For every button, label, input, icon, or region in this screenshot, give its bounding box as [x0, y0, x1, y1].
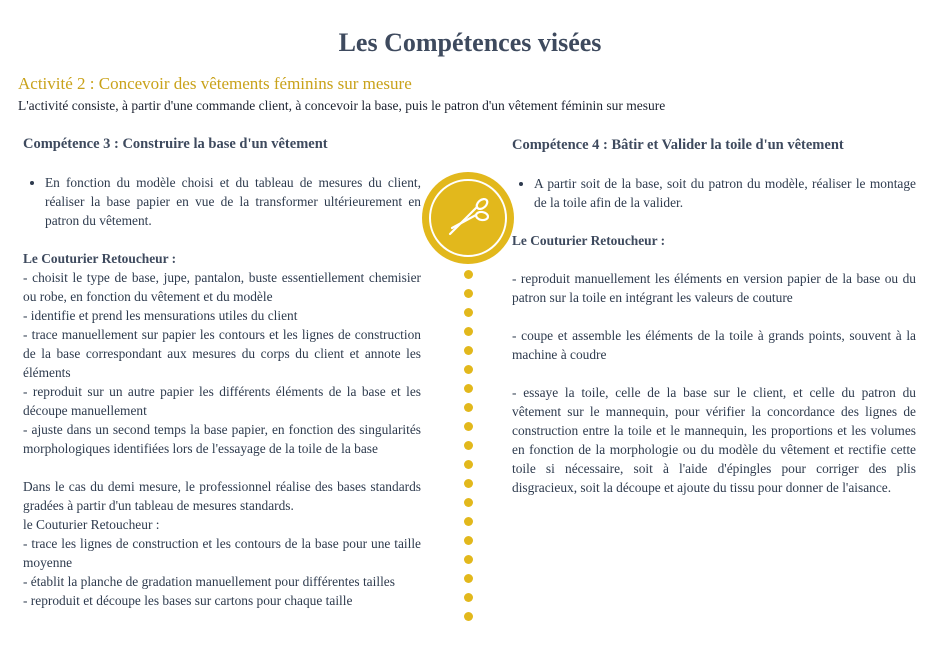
competence-4-column	[512, 136, 916, 497]
timeline-dot	[464, 517, 473, 526]
task-item: - identifie et prend les mensurations utiles du client	[23, 308, 298, 323]
timeline-dot	[464, 270, 473, 279]
task-item: - essaye la toile, celle de la base sur le client, et celle du patron du vêtement sur le mannequin, pour vérifier la concordance des lignes de construction entre la toile et le mannequin, les proportions et les volumes en fonction de la morphologie ou du modèle du vêtement et rectifie cette toile si nécessaire, soit à l'aide d'épingles pour corriger des plis disgracieux, soit la découpe et ajoute du tissu pour donner de l'aisance.	[512, 385, 916, 495]
timeline-dot	[464, 422, 473, 431]
scissors-emblem	[422, 172, 514, 264]
scissors-icon	[444, 194, 492, 242]
role-label: Le Couturier Retoucheur :	[23, 251, 177, 266]
timeline-dot	[464, 612, 473, 621]
timeline-dot	[464, 327, 473, 336]
timeline-dot	[464, 384, 473, 393]
competence-4-heading: Compétence 4 : Bâtir et Valider la toile d'un vêtement	[512, 137, 844, 153]
competence-3-heading: Compétence 3 : Construire la base d'un vêtement	[23, 136, 328, 152]
task-item: - ajuste dans un second temps la base papier, en fonction des singularités morphologiques identifiées lors de l'essayage de la toile de la base	[23, 422, 421, 456]
timeline-dot	[464, 441, 473, 450]
page-title: Les Compétences visées	[338, 28, 602, 57]
timeline-dot	[464, 346, 473, 355]
task-item: - reproduit manuellement les éléments en version papier de la base ou du patron sur la toile en intégrant les valeurs de couture	[512, 271, 916, 305]
timeline-dot	[464, 289, 473, 298]
timeline-dot	[464, 498, 473, 507]
timeline-dot	[464, 593, 473, 602]
competence-4-bullets	[512, 174, 916, 212]
activity-title: Activité 2 : Concevoir des vêtements féminins sur mesure	[18, 74, 412, 93]
demi-mesure-text: Dans le cas du demi mesure, le professionnel réalise des bases standards gradées à partir d'un tableau de mesures standards.	[23, 479, 421, 513]
task-item: - établit la planche de gradation manuellement pour différentes tailles	[23, 574, 395, 589]
timeline-dot	[464, 555, 473, 564]
timeline-dot	[464, 574, 473, 583]
timeline-dot	[464, 365, 473, 374]
activity-intro: L'activité consiste, à partir d'une commande client, à concevoir la base, puis le patron d'un vêtement féminin sur mesure	[18, 98, 666, 113]
task-item: - coupe et assemble les éléments de la toile à grands points, souvent à la machine à coudre	[512, 328, 916, 362]
role-label-2: le Couturier Retoucheur :	[23, 517, 160, 532]
timeline-dot	[464, 536, 473, 545]
task-item: - reproduit sur un autre papier les différents éléments de la base et les découpe manuellement	[23, 384, 421, 418]
competence-4-bullet: • A partir soit de la base, soit du patron du modèle, réaliser le montage de la toile afin de la valider.	[534, 174, 916, 212]
task-item: - choisit le type de base, jupe, pantalon, buste essentiellement chemisier ou robe, en fonction du vêtement et du modèle	[23, 270, 421, 304]
timeline-dot	[464, 308, 473, 317]
task-item: - trace manuellement sur papier les contours et les lignes de construction de la base correspondant aux mesures du corps du client et annote les éléments	[23, 327, 421, 380]
competence-3-bullets	[23, 173, 421, 230]
timeline-dot	[464, 479, 473, 488]
task-item: - reproduit et découpe les bases sur cartons pour chaque taille	[23, 593, 353, 608]
competence-3-bullet: • En fonction du modèle choisi et du tableau de mesures du client, réaliser la base papier en vue de la transformer ultérieurement en patron du vêtement.	[45, 173, 421, 230]
timeline-dot	[464, 403, 473, 412]
timeline-dot	[464, 460, 473, 469]
task-item: - trace les lignes de construction et les contours de la base pour une taille moyenne	[23, 536, 421, 570]
competence-3-column	[23, 135, 421, 610]
role-label: Le Couturier Retoucheur :	[512, 233, 666, 248]
